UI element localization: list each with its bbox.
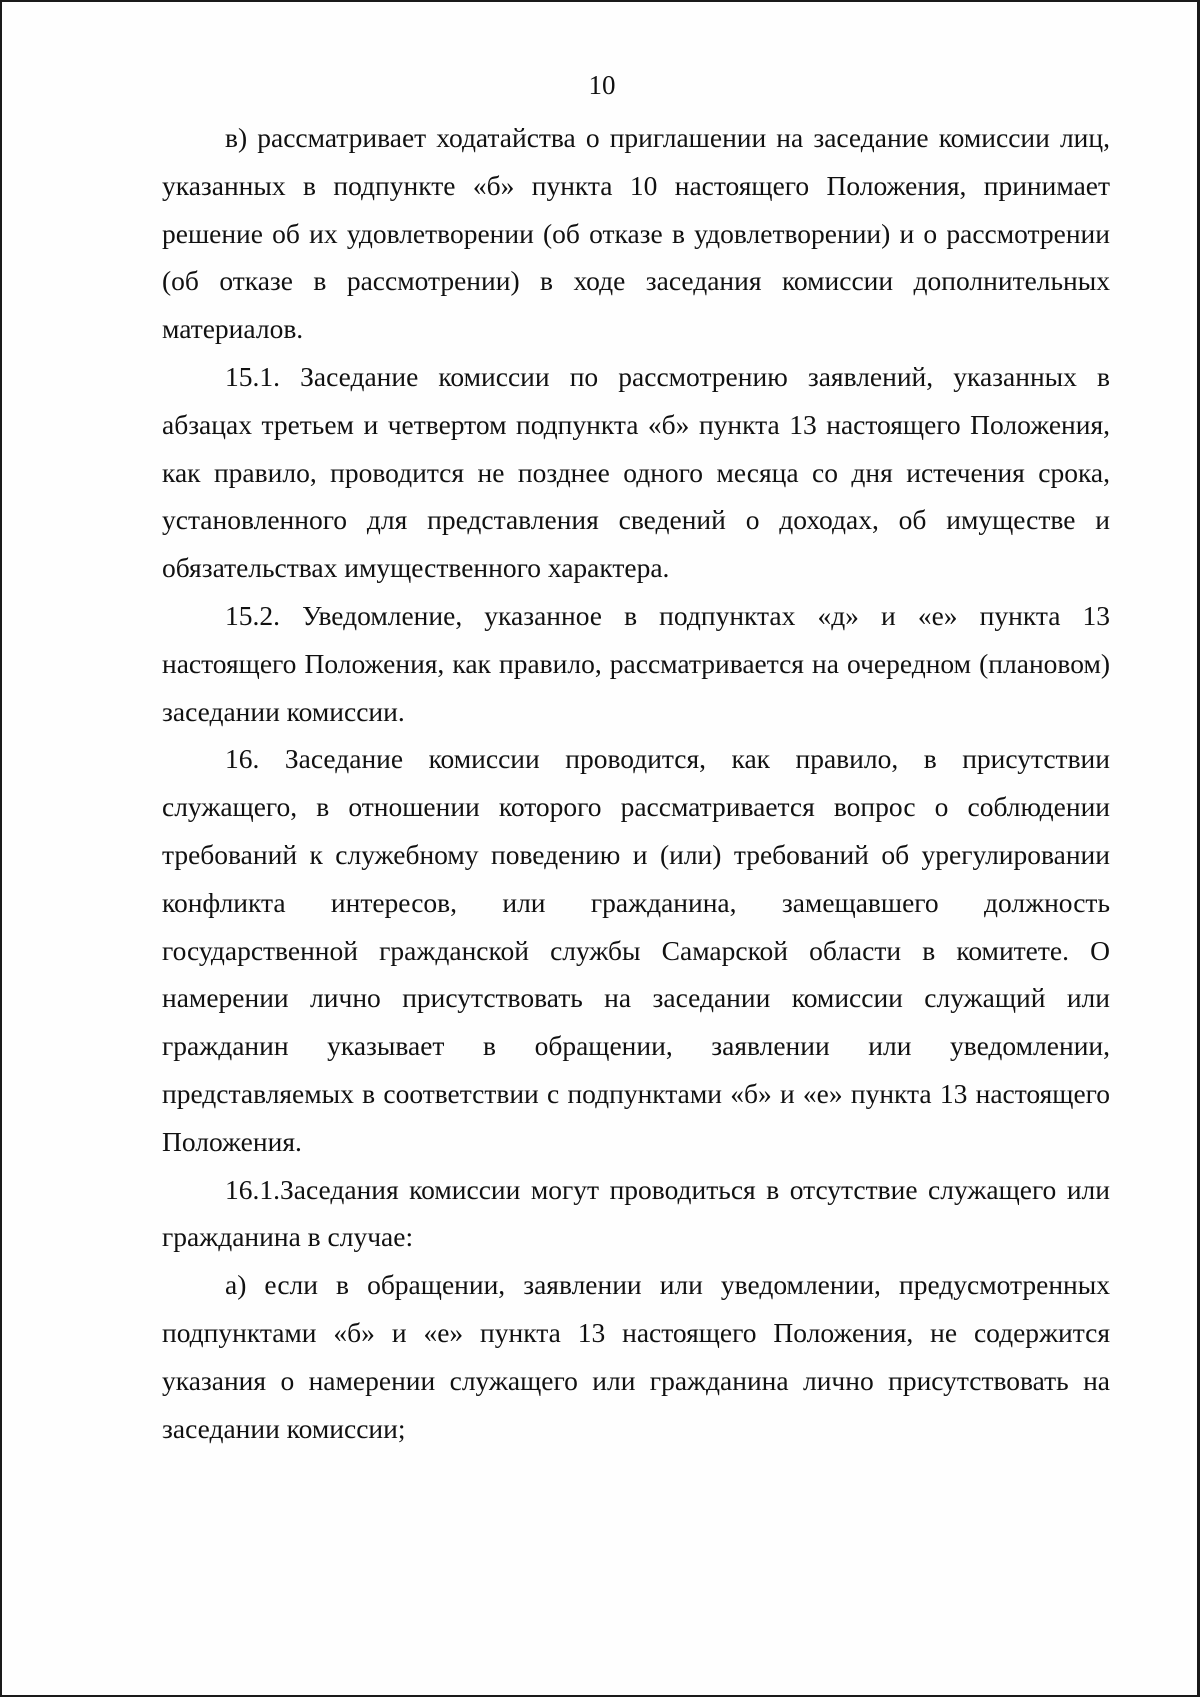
paragraph-15-2: 15.2. Уведомление, указанное в подпунктах «д» и «е» пункта 13 настоящего Положения, как правило, рассматривается на очередном (плановом) заседании комиссии.	[162, 599, 1110, 727]
paragraph-15-1: 15.1. Заседание комиссии по рассмотрению заявлений, указанных в абзацах третьем и четвертом подпункта «б» пункта 13 настоящего Положения, как правило, проводится не позднее одного месяца со дня истечения срока, установленного для представления сведений о доходах, об имуществе и обязательствах имущественного характера.	[162, 360, 1110, 584]
paragraph-a: а) если в обращении, заявлении или уведомлении, предусмотренных подпунктами «б» и «е» пункта 13 настоящего Положения, не содержится указания о намерении служащего или гражданина лично присутствовать на заседании комиссии;	[162, 1269, 1110, 1444]
page-number: 10	[588, 70, 616, 100]
paragraph-16-1: 16.1.Заседания комиссии могут проводиться в отсутствие служащего или гражданина в случае:	[162, 1173, 1110, 1253]
paragraph-16: 16. Заседание комиссии проводится, как правило, в присутствии служащего, в отношении которого рассматривается вопрос о соблюдении требований к служебному поведению и (или) требований об урегулировании конфликта интересов, или гражданина, замещавшего должность государственной гражданской службы Самарской области в комитете. О намерении лично присутствовать на заседании комиссии служащий или гражданин указывает в обращении, заявлении или уведомлении, представляемых в соответствии с подпунктами «б» и «е» пункта 13 настоящего Положения.	[162, 743, 1110, 1157]
paragraph-v: в) рассматривает ходатайства о приглашении на заседание комиссии лиц, указанных в подпункте «б» пункта 10 настоящего Положения, принимает решение об их удовлетворении (об отказе в удовлетворении) и о рассмотрении (об отказе в рассмотрении) в ходе заседания комиссии дополнительных материалов.	[162, 122, 1110, 345]
document-body	[162, 114, 1110, 1452]
